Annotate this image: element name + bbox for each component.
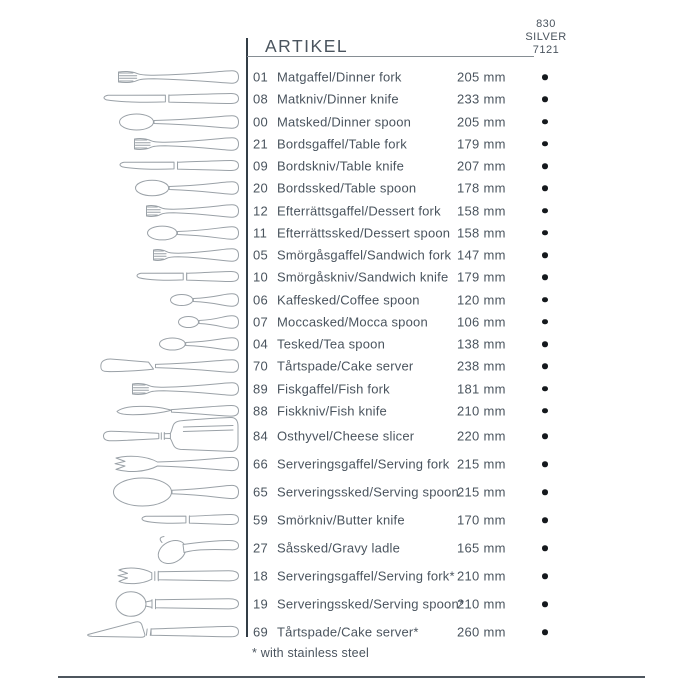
article-size: 260 mm	[457, 624, 506, 640]
article-code: 01	[253, 69, 269, 85]
table-row	[246, 266, 685, 288]
article-code: 65	[253, 484, 269, 500]
article-name: Tesked/Tea spoon	[277, 336, 385, 352]
availability-dot	[542, 517, 548, 523]
article-size: 138 mm	[457, 336, 506, 352]
availability-dot	[542, 408, 548, 414]
table-row	[246, 222, 685, 244]
knife-icon	[116, 155, 240, 177]
illustration-row	[0, 422, 246, 450]
article-code: 59	[253, 512, 269, 528]
article-size: 181 mm	[457, 381, 506, 397]
availability-dot	[542, 186, 548, 192]
silver-header-line-2: SILVER	[525, 31, 567, 43]
availability-dot	[542, 297, 548, 303]
article-code: 11	[253, 225, 268, 241]
fork-icon	[117, 66, 240, 88]
article-name: Bordssked/Table spoon	[277, 180, 417, 196]
article-code: 27	[253, 540, 269, 556]
article-name: Serveringssked/Serving spoon*	[277, 596, 465, 612]
article-code: 08	[253, 91, 269, 107]
silver-header-line-3: 7121	[532, 44, 560, 56]
article-name: Fiskgaffel/Fish fork	[277, 381, 390, 397]
title-underline	[247, 56, 534, 57]
spoon-icon	[168, 289, 240, 311]
illustration-column	[0, 66, 246, 646]
illustration-row	[0, 618, 246, 646]
availability-dot	[542, 386, 548, 392]
table-row	[246, 400, 685, 422]
availability-dot	[542, 163, 548, 169]
availability-dot	[542, 97, 548, 103]
illustration-row	[0, 378, 246, 400]
butter-knife-icon	[138, 509, 240, 531]
illustration-row	[0, 66, 246, 88]
availability-dot	[542, 341, 548, 347]
knife-icon	[133, 266, 240, 288]
article-size: 158 mm	[457, 203, 506, 219]
article-name: Efterrättsgaffel/Dessert fork	[277, 203, 441, 219]
article-code: 69	[253, 624, 269, 640]
fork-icon	[133, 133, 240, 155]
article-size: 179 mm	[457, 269, 506, 285]
fork-icon	[152, 244, 240, 266]
table-row	[246, 289, 685, 311]
illustration-row	[0, 200, 246, 222]
article-list	[246, 66, 685, 646]
article-name: Tårtspade/Cake server*	[277, 624, 419, 640]
illustration-row	[0, 177, 246, 199]
article-name: Moccasked/Mocca spoon	[277, 314, 428, 330]
silver-column-header	[509, 18, 583, 57]
table-row	[246, 133, 685, 155]
article-code: 88	[253, 403, 269, 419]
availability-dot	[542, 545, 548, 551]
article-size: 210 mm	[457, 568, 506, 584]
table-row	[246, 534, 685, 562]
illustration-row	[0, 562, 246, 590]
serving-spoon-icon	[111, 478, 240, 506]
article-name: Fiskkniv/Fish knife	[277, 403, 387, 419]
illustration-row	[0, 111, 246, 133]
fork-icon	[131, 378, 240, 400]
table-row	[246, 200, 685, 222]
table-row	[246, 177, 685, 199]
article-name: Kaffesked/Coffee spoon	[277, 292, 420, 308]
article-size: 215 mm	[457, 456, 506, 472]
article-name: Matsked/Dinner spoon	[277, 114, 412, 130]
article-size: 106 mm	[457, 314, 506, 330]
spoon-icon	[157, 333, 240, 355]
availability-dot	[542, 208, 548, 214]
availability-dot	[542, 489, 548, 495]
table-row	[246, 244, 685, 266]
article-code: 66	[253, 456, 269, 472]
availability-dot	[542, 230, 548, 236]
illustration-row	[0, 590, 246, 618]
article-code: 18	[253, 568, 269, 584]
availability-dot	[542, 119, 548, 125]
article-code: 20	[253, 180, 269, 196]
availability-dot	[542, 319, 548, 325]
article-size: 238 mm	[457, 358, 506, 374]
article-name: Osthyvel/Cheese slicer	[277, 428, 415, 444]
article-size: 165 mm	[457, 540, 506, 556]
table-row	[246, 111, 685, 133]
availability-dot	[542, 629, 548, 635]
illustration-row	[0, 222, 246, 244]
availability-dot	[542, 141, 548, 147]
cake-server-triangle-icon	[84, 617, 240, 647]
table-row	[246, 506, 685, 534]
article-size: 220 mm	[457, 428, 506, 444]
article-size: 120 mm	[457, 292, 506, 308]
knife-icon	[100, 88, 240, 110]
illustration-row	[0, 88, 246, 110]
article-code: 21	[253, 136, 269, 152]
article-size: 170 mm	[457, 512, 506, 528]
article-name: Bordskniv/Table knife	[277, 158, 405, 174]
table-row	[246, 311, 685, 333]
availability-dot	[542, 601, 548, 607]
serving-fork-icon	[111, 450, 240, 478]
table-row	[246, 88, 685, 110]
availability-dot	[542, 74, 548, 80]
article-size: 178 mm	[457, 180, 506, 196]
article-size: 210 mm	[457, 403, 506, 419]
article-size: 205 mm	[457, 69, 506, 85]
illustration-row	[0, 355, 246, 377]
article-size: 158 mm	[457, 225, 506, 241]
article-size: 233 mm	[457, 91, 506, 107]
article-name: Serveringssked/Serving spoon	[277, 484, 459, 500]
table-row	[246, 378, 685, 400]
table-row	[246, 618, 685, 646]
article-name: Serveringsgaffel/Serving fork	[277, 456, 450, 472]
article-size: 210 mm	[457, 596, 506, 612]
serving-spoon-collar-icon	[114, 590, 240, 618]
article-name: Matgaffel/Dinner fork	[277, 69, 402, 85]
article-size: 147 mm	[457, 247, 506, 263]
article-name: Tårtspade/Cake server	[277, 358, 414, 374]
article-code: 12	[253, 203, 269, 219]
table-row	[246, 66, 685, 88]
article-size: 207 mm	[457, 158, 506, 174]
spoon-icon	[145, 222, 240, 244]
ladle-icon	[149, 530, 240, 566]
page-title: ARTIKEL	[265, 36, 349, 56]
table-row	[246, 590, 685, 618]
illustration-row	[0, 266, 246, 288]
table-row	[246, 562, 685, 590]
article-size: 215 mm	[457, 484, 506, 500]
bottom-rule	[58, 676, 645, 678]
article-name: Såssked/Gravy ladle	[277, 540, 401, 556]
spoon-icon	[117, 111, 240, 133]
article-code: 00	[253, 114, 269, 130]
illustration-row	[0, 333, 246, 355]
spoon-icon	[133, 177, 240, 199]
silver-header-line-1: 830	[536, 18, 556, 30]
table-row	[246, 355, 685, 377]
illustration-row	[0, 244, 246, 266]
illustration-row	[0, 450, 246, 478]
availability-dot	[542, 275, 548, 281]
illustration-row	[0, 133, 246, 155]
illustration-row	[0, 534, 246, 562]
article-code: 19	[253, 596, 269, 612]
article-name: Smörgåskniv/Sandwich knife	[277, 269, 449, 285]
article-name: Efterrättssked/Dessert spoon	[277, 225, 451, 241]
table-row	[246, 155, 685, 177]
availability-dot	[542, 573, 548, 579]
serving-fork-collar-icon	[114, 562, 240, 590]
availability-dot	[542, 364, 548, 370]
article-code: 70	[253, 358, 269, 374]
article-name: Matkniv/Dinner knife	[277, 91, 399, 107]
article-name: Serveringsgaffel/Serving fork*	[277, 568, 455, 584]
illustration-row	[0, 155, 246, 177]
article-code: 07	[253, 314, 269, 330]
article-size: 179 mm	[457, 136, 506, 152]
article-code: 89	[253, 381, 269, 397]
footnote: * with stainless steel	[252, 646, 369, 660]
table-row	[246, 333, 685, 355]
cake-server-icon	[97, 353, 240, 379]
fork-icon	[145, 200, 240, 222]
availability-dot	[542, 433, 548, 439]
table-row	[246, 422, 685, 450]
article-name: Smörkniv/Butter knife	[277, 512, 405, 528]
article-code: 04	[253, 336, 269, 352]
illustration-row	[0, 289, 246, 311]
article-code: 05	[253, 247, 269, 263]
article-name: Smörgåsgaffel/Sandwich fork	[277, 247, 452, 263]
article-code: 09	[253, 158, 269, 174]
spoon-icon	[176, 311, 240, 333]
article-code: 06	[253, 292, 269, 308]
table-row	[246, 478, 685, 506]
article-name: Bordsgaffel/Table fork	[277, 136, 407, 152]
table-row	[246, 450, 685, 478]
illustration-row	[0, 478, 246, 506]
article-code: 84	[253, 428, 269, 444]
illustration-row	[0, 311, 246, 333]
availability-dot	[542, 252, 548, 258]
article-code: 10	[253, 269, 269, 285]
article-size: 205 mm	[457, 114, 506, 130]
availability-dot	[542, 461, 548, 467]
